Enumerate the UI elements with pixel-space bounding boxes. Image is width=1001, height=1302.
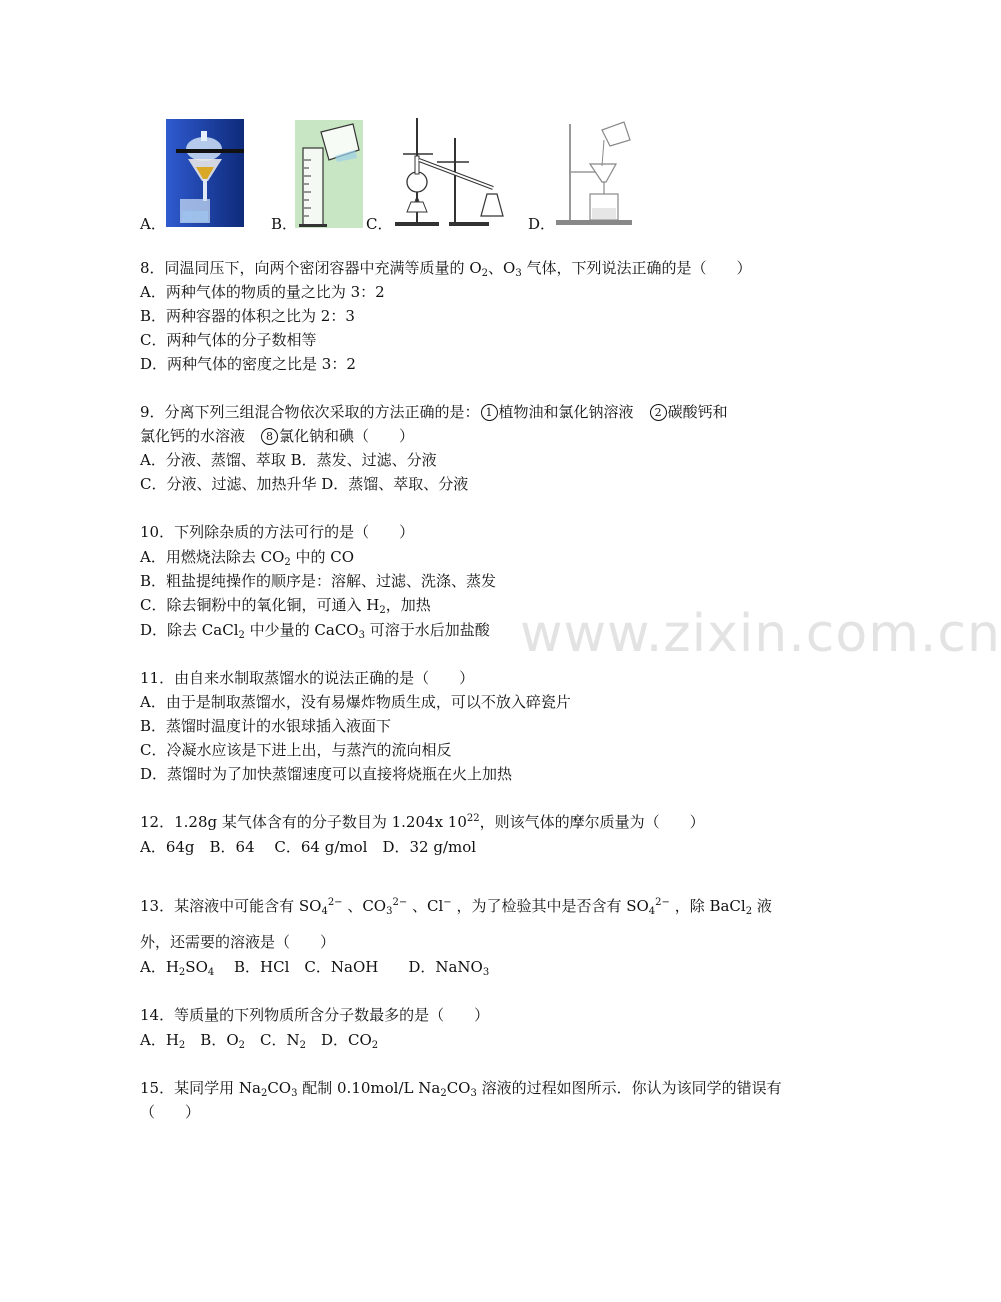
q13-stem-line1: 13．某溶液中可能含有 $SO_4^{2-}$ 、$CO_3^{2-}$ 、Cl− ，为了检验其中是否含有 $SO_4^{2-}$ ，除 BaCl$_2$ 液 [140, 897, 772, 917]
q7-option-c: C． [366, 215, 393, 233]
q13-options: A．$H_2SO_4$ B．HCl C．NaOH D．NaNO$_3$ [140, 958, 490, 978]
q8-option-d: D．两种气体的密度之比是 3：2 [140, 355, 356, 373]
q7-option-b: B． [271, 215, 298, 233]
distillation-apparatus-figure [393, 116, 509, 228]
q9-stem-line2: 氯化钙的水溶液 8 氯化钠和碘（ ） [140, 427, 415, 445]
q11-option-b: B．蒸馏时温度计的水银球插入液面下 [140, 717, 392, 735]
q11-option-d: D．蒸馏时为了加快蒸馏速度可以直接将烧瓶在火上加热 [140, 765, 513, 783]
q14-stem: 14．等质量的下列物质所含分子数最多的是（ ） [140, 1006, 490, 1024]
q14-options: A．$H_2$ B．$O_2$ C．$N_2$ D．$CO_2$ [140, 1031, 379, 1051]
q8-option-b: B．两种容器的体积之比为 2：3 [140, 307, 355, 325]
q13-stem-line2: 外，还需要的溶液是（ ） [140, 933, 336, 951]
separatory-funnel-figure [166, 119, 244, 227]
circled-number-8: 8 [261, 428, 278, 445]
watermark: www.zixin.com.cn [520, 604, 1001, 664]
q11-option-c: C．冷凝水应该是下进上出，与蒸汽的流向相反 [140, 741, 452, 759]
q10-option-d: D．除去 CaCl$_2$ 中少量的 CaCO$_3$ 可溶于水后加盐酸 [140, 621, 490, 641]
q7-option-d: D． [528, 215, 556, 233]
q15-stem-line2: （ ） [140, 1103, 201, 1121]
q8-stem: 8．同温同压下，向两个密闭容器中充满等质量的 $O_2$、$O_3$ 气体，下列说法正确的是（ ） [140, 259, 752, 279]
graduated-cylinder-figure [295, 120, 363, 228]
q9-options-ab: A．分液、蒸馏、萃取 B．蒸发、过滤、分液 [140, 451, 437, 469]
q11-option-a: A．由于是制取蒸馏水，没有易爆炸物质生成，可以不放入碎瓷片 [140, 693, 571, 711]
q9-options-cd: C．分液、过滤、加热升华 D．蒸馏、萃取、分液 [140, 475, 469, 493]
q15-stem-line1: 15．某同学用 $Na_2CO_3$ 配制 0.10mol/L $Na_2CO_3$ 溶液的过程如图所示．你认为该同学的错误有 [140, 1079, 782, 1099]
q8-option-c: C．两种气体的分子数相等 [140, 331, 317, 349]
q10-option-c: C．除去铜粉中的氧化铜，可通入 $H_2$，加热 [140, 596, 431, 616]
q11-stem: 11．由自来水制取蒸馏水的说法正确的是（ ） [140, 669, 475, 687]
q8-option-a: A．两种气体的物质的量之比为 3：2 [140, 283, 385, 301]
q7-option-a: A． [140, 215, 166, 233]
filtration-apparatus-figure [556, 110, 636, 228]
circled-number-1: 1 [481, 404, 498, 421]
q12-stem: 12．1.28g 某气体含有的分子数目为 1.204x $10^{22}$，则该气体的摩尔质量为（ ） [140, 813, 705, 831]
q10-option-b: B．粗盐提纯操作的顺序是：溶解、过滤、洗涤、蒸发 [140, 572, 497, 590]
q9-stem-line1: 9．分离下列三组混合物依次采取的方法正确的是： 1 植物油和氯化钠溶液 2 碳酸钙和 [140, 403, 728, 421]
q10-stem: 10．下列除杂质的方法可行的是（ ） [140, 523, 415, 541]
circled-number-2: 2 [650, 404, 667, 421]
q12-options: A．64g B．64 C．64 g/mol D．32 g/mol [140, 838, 477, 856]
q10-option-a: A．用燃烧法除去 $CO_2$ 中的 CO [140, 548, 355, 568]
